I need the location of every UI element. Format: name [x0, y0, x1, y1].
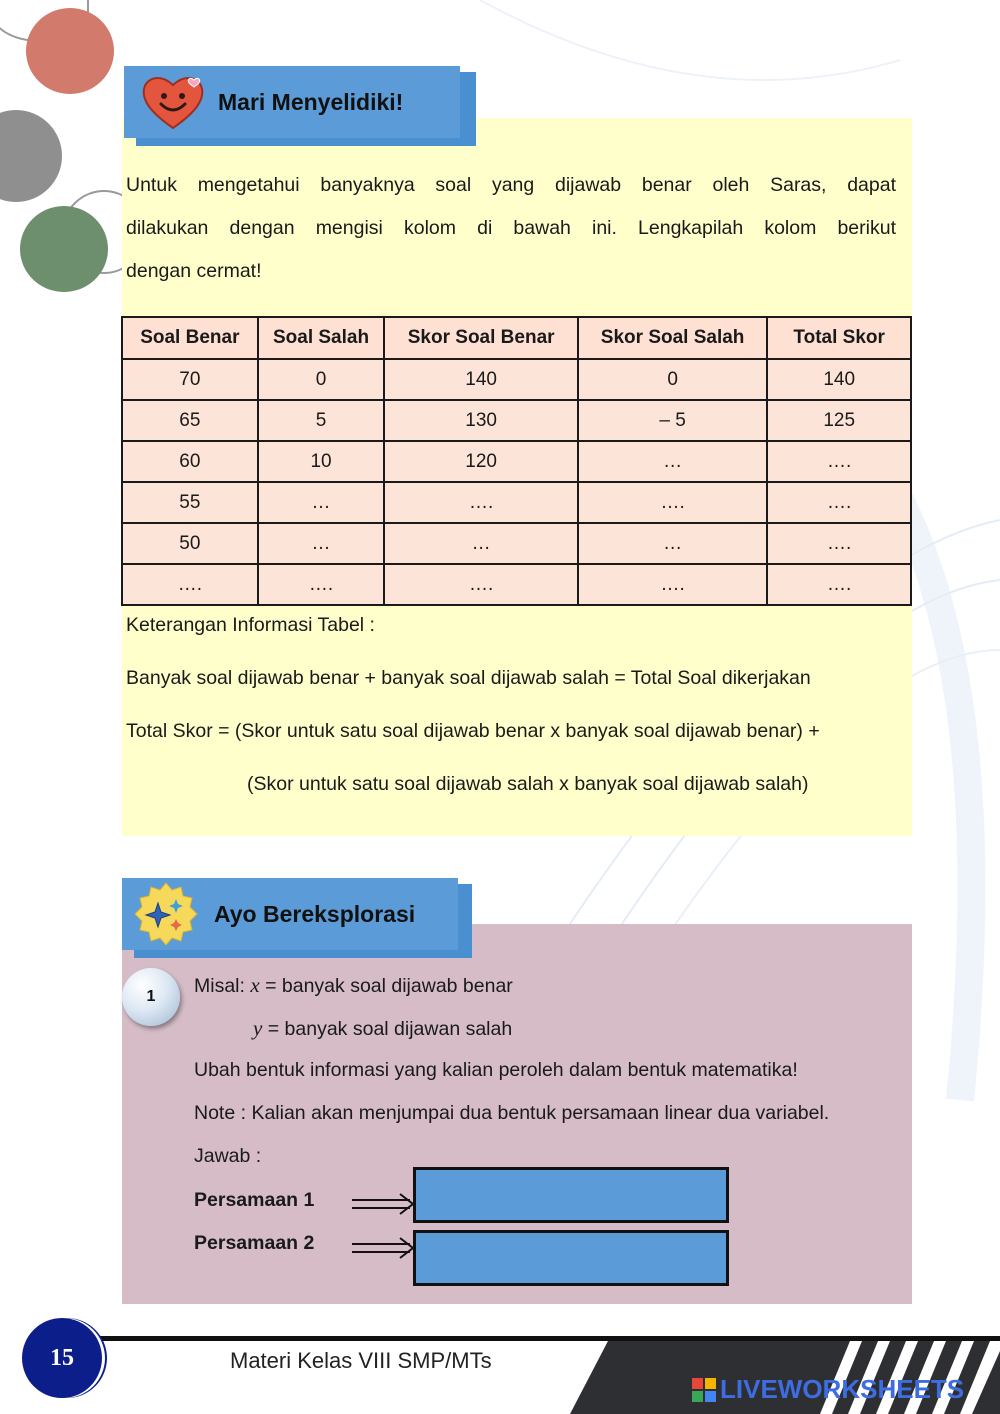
notes-heading: Keterangan Informasi Tabel :: [126, 614, 375, 636]
table-cell: 70: [122, 359, 258, 400]
table-input-cell[interactable]: ….: [767, 523, 911, 564]
table-row: [122, 523, 911, 564]
sparkle-badge-icon: [132, 881, 200, 947]
x-definition: = banyak soal dijawab benar: [259, 975, 513, 997]
var-x: x: [250, 973, 260, 997]
table-cell: 50: [122, 523, 258, 564]
table-input-cell[interactable]: …: [578, 441, 767, 482]
header-skor-soal-salah: Skor Soal Salah: [578, 317, 767, 359]
equation-2-input[interactable]: [413, 1230, 729, 1286]
table-cell: – 5: [578, 400, 767, 441]
header-soal-benar: Soal Benar: [122, 317, 258, 359]
instruction-text: Ubah bentuk informasi yang kalian peroleh dalam bentuk matematika!: [194, 1059, 798, 1081]
decor-circle-green: [20, 206, 108, 292]
header-soal-salah: Soal Salah: [258, 317, 385, 359]
header-total-skor: Total Skor: [767, 317, 911, 359]
table-input-cell[interactable]: ….: [384, 482, 577, 523]
table-input-cell[interactable]: …: [258, 523, 385, 564]
decor-circle-red: [26, 8, 114, 94]
equation-1-input[interactable]: [413, 1167, 729, 1223]
table-cell: 0: [258, 359, 385, 400]
table-row: [122, 400, 911, 441]
table-row: [122, 441, 911, 482]
table-input-cell[interactable]: …: [384, 523, 577, 564]
page-number-badge: 15: [22, 1318, 102, 1398]
notes-line-2: Total Skor = (Skor untuk satu soal dijawab benar x banyak soal dijawab benar) +: [126, 720, 820, 742]
explore-title: Ayo Bereksplorasi: [214, 900, 416, 927]
intro-line-2: dilakukan dengan mengisi kolom di bawah ini. Lengkapilah kolom berikut: [126, 217, 896, 239]
table-header-row: [122, 317, 911, 359]
table-cell: 65: [122, 400, 258, 441]
table-cell: 60: [122, 441, 258, 482]
score-table: [121, 316, 912, 606]
note-text: Note : Kalian akan menjumpai dua bentuk persamaan linear dua variabel.: [194, 1102, 830, 1124]
table-input-cell[interactable]: ….: [258, 564, 385, 605]
notes-line-3: (Skor untuk satu soal dijawab salah x banyak soal dijawab salah): [247, 773, 809, 795]
investigate-tab: [124, 66, 460, 138]
table-row: [122, 564, 911, 605]
table-input-cell[interactable]: ….: [578, 482, 767, 523]
equation-2-label: Persamaan 2: [194, 1232, 315, 1254]
table-input-cell[interactable]: ….: [767, 441, 911, 482]
table-input-cell[interactable]: …: [258, 482, 385, 523]
equation-1-label: Persamaan 1: [194, 1189, 315, 1211]
table-cell: 140: [767, 359, 911, 400]
misal-label: Misal:: [194, 975, 251, 997]
table-cell: 10: [258, 441, 385, 482]
notes-line-1: Banyak soal dijawab benar + banyak soal dijawab salah = Total Soal dikerjakan: [126, 667, 811, 689]
answer-label: Jawab :: [194, 1145, 262, 1167]
misal-y-line: [253, 1016, 512, 1041]
table-cell: 140: [384, 359, 577, 400]
explore-tab: [122, 878, 458, 950]
table-input-cell[interactable]: ….: [384, 564, 577, 605]
intro-line-3: dengan cermat!: [126, 260, 262, 282]
table-cell: 55: [122, 482, 258, 523]
table-input-cell[interactable]: ….: [767, 482, 911, 523]
table-input-cell[interactable]: ….: [578, 564, 767, 605]
liveworksheets-watermark: LIVEWORKSHEETS: [720, 1374, 965, 1404]
table-cell: 5: [258, 400, 385, 441]
table-cell: 0: [578, 359, 767, 400]
y-definition: = banyak soal dijawan salah: [262, 1018, 513, 1040]
footer-title: Materi Kelas VIII SMP/MTs: [230, 1348, 492, 1373]
investigate-title: Mari Menyelidiki!: [218, 88, 404, 115]
table-cell: 125: [767, 400, 911, 441]
table-input-cell[interactable]: …: [578, 523, 767, 564]
intro-line-1: Untuk mengetahui banyaknya soal yang dijawab benar oleh Saras, dapat: [126, 174, 896, 196]
investigate-intro: [126, 164, 896, 293]
table-cell: 130: [384, 400, 577, 441]
liveworksheets-logo-icon: [692, 1378, 716, 1402]
double-arrow-icon: [350, 1236, 416, 1260]
var-y: y: [253, 1016, 263, 1040]
table-cell: 120: [384, 441, 577, 482]
question-number-badge: 1: [122, 968, 180, 1026]
heart-smile-icon: [140, 72, 206, 132]
table-input-cell[interactable]: ….: [767, 564, 911, 605]
misal-x-line: [194, 973, 513, 998]
header-skor-soal-benar: Skor Soal Benar: [384, 317, 577, 359]
table-row: [122, 482, 911, 523]
double-arrow-icon: [350, 1192, 416, 1216]
table-input-cell[interactable]: ….: [122, 564, 258, 605]
table-row: [122, 359, 911, 400]
